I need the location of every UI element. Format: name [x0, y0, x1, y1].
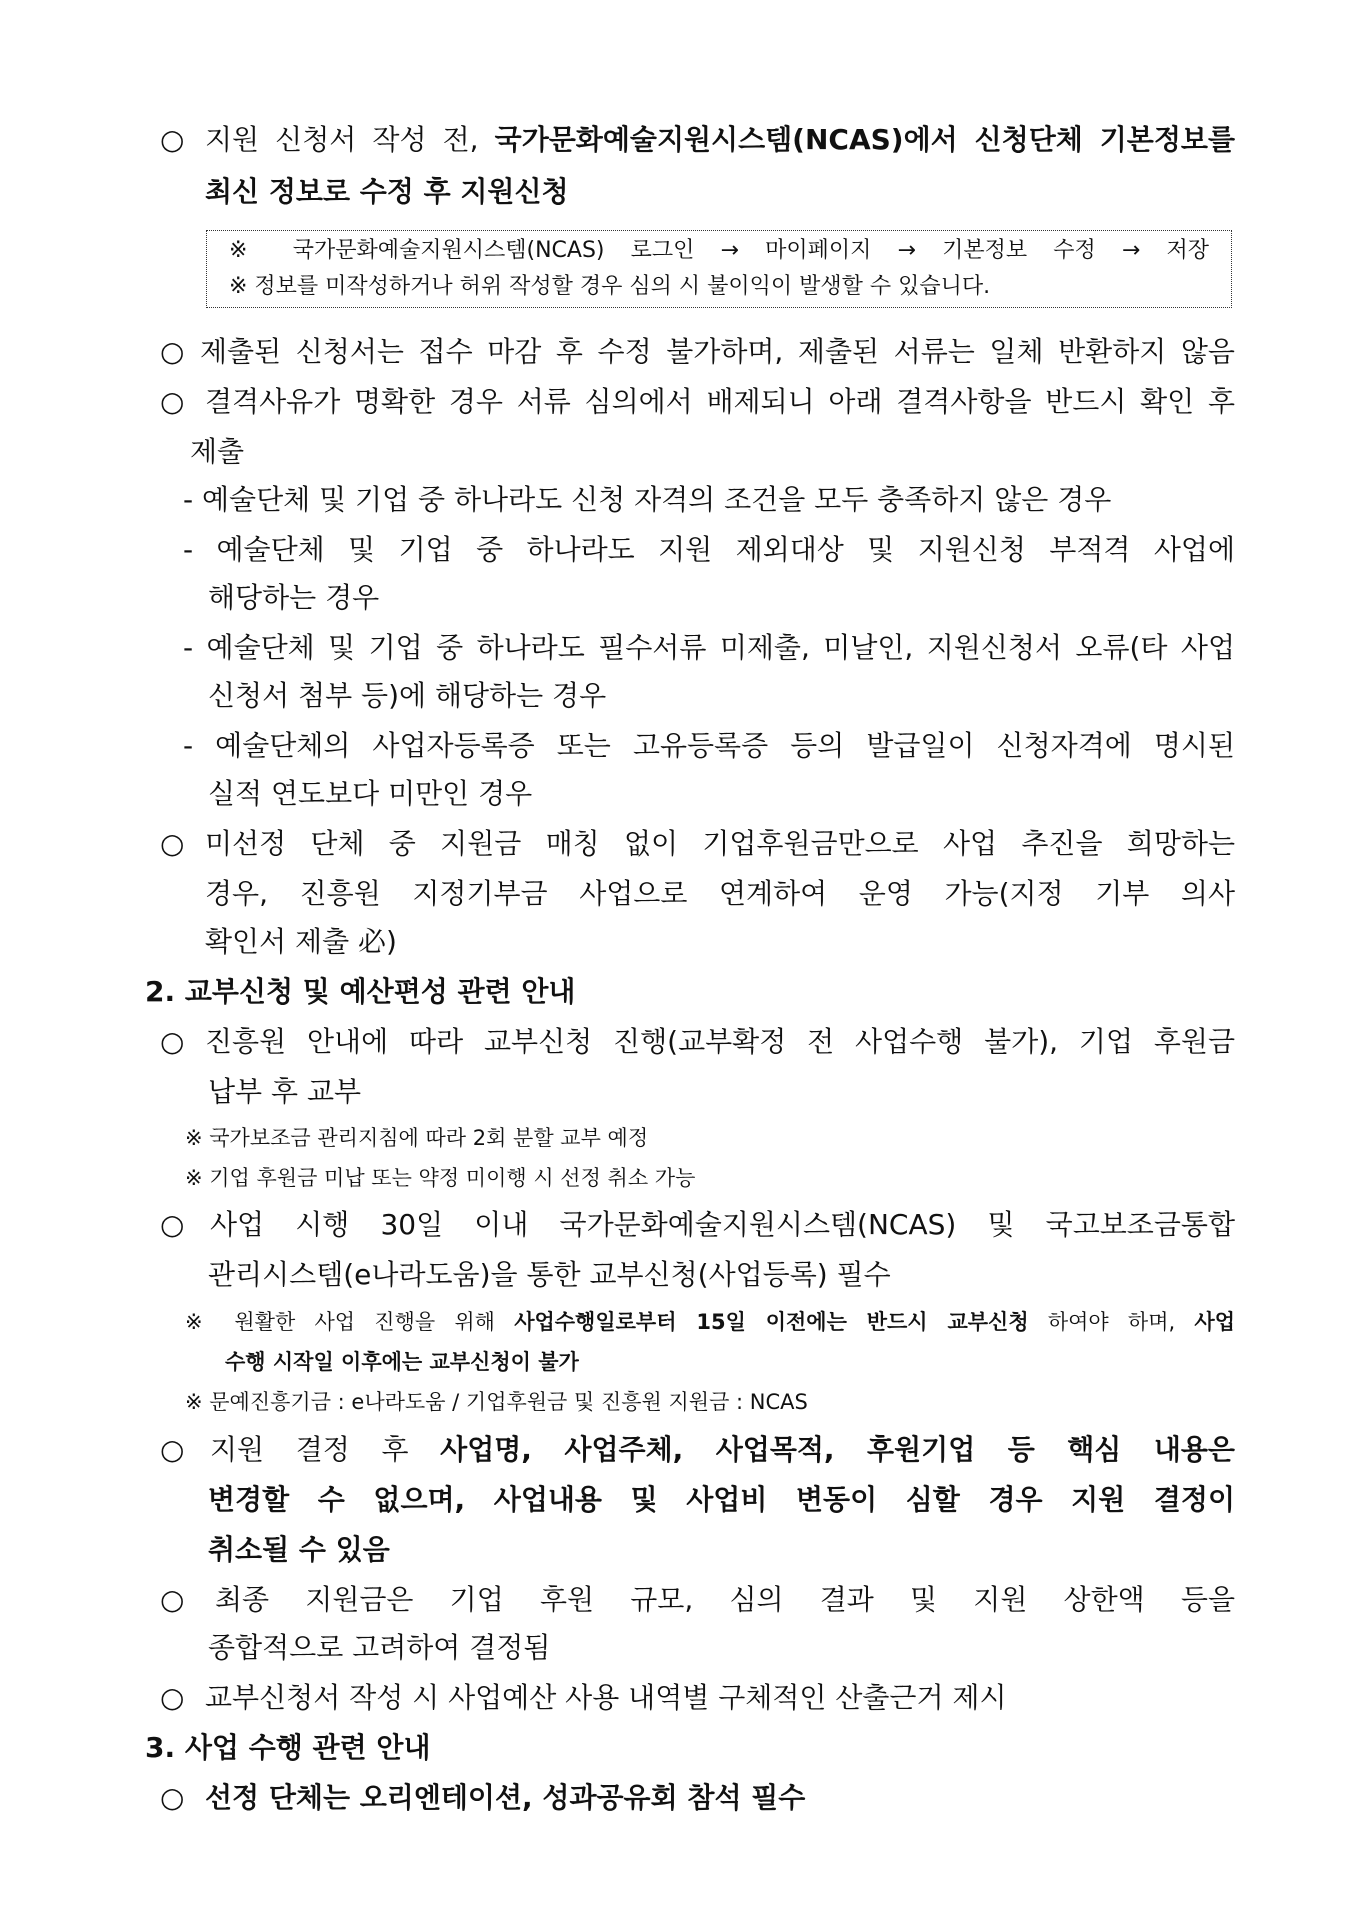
- s2-item3-line2: 변경할 수 없으며, 사업내용 및 사업비 변동이 심할 경우 지원 결정이: [208, 1483, 1235, 1516]
- sub-item-2-line1: - 예술단체 및 기업 중 하나라도 지원 제외대상 및 지원신청 부적격 사업에: [183, 533, 1235, 566]
- sub-item-4-line2: 실적 연도보다 미만인 경우: [208, 777, 533, 810]
- bullet-circle: ○: [160, 1583, 185, 1616]
- s2-item1-line1: 진흥원 안내에 따라 교부신청 진행(교부확정 전 사업수행 불가), 기업 후원금: [205, 1025, 1235, 1058]
- item1-line2: 최신 정보로 수정 후 지원신청: [205, 175, 569, 208]
- s2-item3-line3: 취소될 수 있음: [208, 1533, 390, 1566]
- sub-item-3-line1: - 예술단체 및 기업 중 하나라도 필수서류 미제출, 미날인, 지원신청서 오류(타 사업: [183, 631, 1235, 664]
- sub-item-4-line1: - 예술단체의 사업자등록증 또는 고유등록증 등의 발급일이 신청자격에 명시된: [183, 729, 1235, 762]
- bullet-circle: ○: [160, 1433, 185, 1466]
- s2-item1-note1: ※ 국가보조금 관리지침에 따라 2회 분할 교부 예정: [185, 1126, 649, 1150]
- s2-item1-note2: ※ 기업 후원금 미납 또는 약정 미이행 시 선정 취소 가능: [185, 1166, 696, 1190]
- note-box-line1: ※ 국가문화예술지원시스템(NCAS) 로그인 → 마이페이지 → 기본정보 수정 → 저장: [229, 238, 1209, 263]
- bullet-circle: ○: [160, 335, 185, 368]
- sub-item-2-line2: 해당하는 경우: [208, 581, 380, 614]
- s2-item4-line2: 종합적으로 고려하여 결정됨: [208, 1631, 551, 1664]
- s2-item2-note2: ※ 문예진흥기금 : e나라도움 / 기업후원금 및 진흥원 지원금 : NCAS: [185, 1390, 808, 1414]
- item3-line2: 제출: [190, 435, 245, 468]
- s2-item2-line2: 관리시스템(e나라도움)을 통한 교부신청(사업등록) 필수: [208, 1258, 891, 1291]
- item4-line1: 미선정 단체 중 지원금 매칭 없이 기업후원금만으로 사업 추진을 희망하는: [205, 827, 1235, 860]
- item3-line1: 결격사유가 명확한 경우 서류 심의에서 배제되니 아래 결격사항을 반드시 확인 후: [205, 385, 1235, 418]
- s2-item5-text: 교부신청서 작성 시 사업예산 사용 내역별 구체적인 산출근거 제시: [205, 1681, 1007, 1714]
- bullet-circle: ○: [160, 1208, 185, 1241]
- s2-item4-line1: 최종 지원금은 기업 후원 규모, 심의 결과 및 지원 상한액 등을: [215, 1583, 1235, 1616]
- bullet-circle: ○: [160, 1681, 185, 1714]
- item4-line3: 확인서 제출 必): [205, 925, 397, 958]
- sub-item-3-line2: 신청서 첨부 등)에 해당하는 경우: [208, 679, 607, 712]
- item1-line1: 지원 신청서 작성 전, 국가문화예술지원시스템(NCAS)에서 신청단체 기본정보를: [205, 123, 1236, 156]
- bullet-circle: ○: [160, 123, 185, 156]
- s3-item1-text: 선정 단체는 오리엔테이션, 성과공유회 참석 필수: [205, 1781, 806, 1814]
- s2-item2-note1: ※ 원활한 사업 진행을 위해 사업수행일로부터 15일 이전에는 반드시 교부신청 하여야 하며, 사업: [185, 1310, 1235, 1334]
- s2-item3-line1: 지원 결정 후 사업명, 사업주체, 사업목적, 후원기업 등 핵심 내용은: [210, 1433, 1235, 1466]
- section-2-heading: 2. 교부신청 및 예산편성 관련 안내: [145, 975, 576, 1008]
- section-3-heading: 3. 사업 수행 관련 안내: [145, 1731, 431, 1764]
- item2-text: 제출된 신청서는 접수 마감 후 수정 불가하며, 제출된 서류는 일체 반환하지 않음: [200, 335, 1235, 368]
- bullet-circle: ○: [160, 385, 185, 418]
- bullet-circle: ○: [160, 1781, 185, 1814]
- item4-line2: 경우, 진흥원 지정기부금 사업으로 연계하여 운영 가능(지정 기부 의사: [205, 877, 1235, 910]
- s2-item2-note1-line2: 수행 시작일 이후에는 교부신청이 불가: [225, 1350, 579, 1374]
- bullet-circle: ○: [160, 827, 185, 860]
- note-box: [206, 230, 1232, 308]
- bullet-circle: ○: [160, 1025, 185, 1058]
- s2-item2-line1: 사업 시행 30일 이내 국가문화예술지원시스템(NCAS) 및 국고보조금통합: [210, 1208, 1235, 1241]
- note-box-line2: ※ 정보를 미작성하거나 허위 작성할 경우 심의 시 불이익이 발생할 수 있습니다.: [229, 274, 991, 299]
- sub-item-1: - 예술단체 및 기업 중 하나라도 신청 자격의 조건을 모두 충족하지 않은 경우: [183, 483, 1112, 516]
- s2-item1-line2: 납부 후 교부: [208, 1075, 362, 1108]
